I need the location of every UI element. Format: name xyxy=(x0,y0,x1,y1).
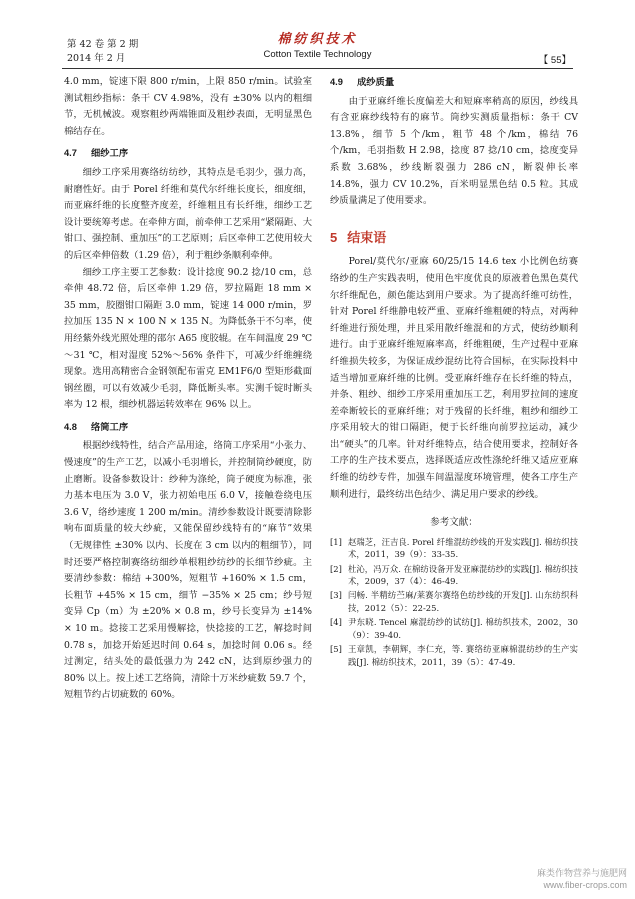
watermark-line-2: www.fiber-crops.com xyxy=(543,880,627,890)
reference-item xyxy=(330,616,578,641)
section-title: 成纱质量 xyxy=(356,77,395,88)
reference-text: 闫畅. 半精纺苎麻/莱赛尔赛络色纺纱线的开发[J]. 山东纺织科技，2012（5）：22-25. xyxy=(348,590,578,613)
paragraph-winding: 根据纱线特性，结合产品用途，络筒工序采用“小张力、慢速度”的生产工艺，以减小毛羽增长，并控制筒纱硬度，防止磨断。设备参数设计：纱种为涤纶，筒子硬度为标准，张力基本电压为 3.0 V，张力初始电压 6.0 V，接触卷绕电压 3.6 V，络纱速度 1 200 m/min。清纱参数设计既要清除影响布面质量的较大纱疵，又能保留纱线特有的“麻节”效果（无规律性 ±30% 以内、长度在 3 cm 以内的粗细节），同时还要严格控制赛络纺细纱单根粗纱纺纱的长细节纱疵。主要清纱参数：棉结 +300%，短粗节 +160% × 1.5 cm，长粗节 +45% × 15 cm，细节 −35% × 25 cm；纱号短变异 Cp（m）为 ±20% × 0.8 m，纱号长变异为 ±14% × 10 m。捻接工艺采用慢解捻，快捻接的工艺，解捻时间 0.78 s，加捻开始延迟时间 0.64 s，加捻时间 0.06 s。经过测定，结头处的最低强力为 242 cN，达到原纱强力的 80% 以上。按上述工艺络筒，清除十万米纱疵数 59.7 个，短粗节约占切疵数的 60%。 xyxy=(64,440,312,701)
reference-list xyxy=(330,536,578,668)
section-title: 络筒工序 xyxy=(90,421,129,433)
section-heading-4-8 xyxy=(64,419,312,437)
reference-number: [1] xyxy=(330,536,342,547)
section-number: 4.9 xyxy=(330,77,343,87)
left-column xyxy=(64,74,312,704)
reference-item xyxy=(330,643,578,668)
volume-line: 第 42 卷 第 2 期 xyxy=(67,39,139,50)
section-heading-4-7 xyxy=(64,145,312,163)
paragraph-conclusion: Porel/莫代尔/亚麻 60/25/15 14.6 tex 小比例色纺赛络纱的生产实践表明，使用色牢度优良的原液着色黑色莫代尔纤维配色，颜色能达到用户要求。为了提高纤维可纺性，针对 Porel 纤维静电较严重、亚麻纤维粗硬的特点，对两种纤维进行预处理，并且采用散纤维混和的方式，使纺纱顺利进行。由于亚麻纤维短麻率高，纤维粗硬，生产过程中亚麻纤维损失较多，为保证成纱混纺比符合国标，在实际投料中适当增加亚麻纤维的比例。受亚麻纤维存在长纤维的特点，并条、粗纱、细纱工序采用重加压工艺，利用罗拉间的速度差牵断较长的亚麻纤维；对于残留的长纤维，粗纱和细纱工序采用较大的钳口隔距，便于长纤维向前罗拉运动，减少出“硬头”的几率。针对纤维特点，结合使用要求，控制好各工序的生产技术要点，选择既适应改性涤纶纤维又适应亚麻纤维的纺纱专件，加强车间温湿度环境管理，使各工序生产顺利进行，最终纺出色结少、满足用户要求的纱线。 xyxy=(330,256,578,500)
reference-text: 杜沁，冯万众. 在棉纺设备开发亚麻混纺纱的实践[J]. 棉纺织技术，2009，37（4）：46-49. xyxy=(348,563,578,587)
reference-text: 尹东晓. Tencel 麻混纺纱的试纺[J]. 棉纺织技术，2002，30（9）：39-40. xyxy=(348,617,578,640)
watermark-line-1: 麻类作物营养与施肥网 xyxy=(536,868,627,878)
site-watermark xyxy=(537,867,627,891)
section-heading-5 xyxy=(330,230,578,247)
reference-number: [2] xyxy=(330,563,342,574)
references-title: 参考文献： xyxy=(430,517,478,529)
reference-number: [4] xyxy=(330,617,342,628)
issue-info xyxy=(67,38,138,66)
page-number: 【 55】 xyxy=(538,55,571,66)
reference-number: [5] xyxy=(330,644,342,655)
paragraph-spinning-2: 细纱工序主要工艺参数：设计捻度 90.2 捻/10 cm，总牵伸 48.72 倍，后区牵伸 1.29 倍，罗拉隔距 18 mm × 35 mm，胶圈钳口隔距 3.0 mm，锭速 14 000 r/min，罗拉加压 135 N × 100 N × 135 N。为降低条干不匀率，使用经紫外线光照处理的邵尔 A65 度胶辊。在车间温度 29 ℃～31 ℃，相对湿度 52%～56% 条件下，可减少纤维缠绕现象。选用高精密合金钢领配布雷克 EM1F6/0 型矩形截面钢丝圈，可以有效减少毛羽，降低断头率。实测千锭时断头率为 12 根，细纱机器运转效率在 96% 以上。 xyxy=(64,266,312,411)
section-title: 细纱工序 xyxy=(90,148,129,160)
reference-item xyxy=(330,589,578,614)
reference-item xyxy=(330,536,578,561)
paragraph-yarn-quality: 由于亚麻纤维长度偏差大和短麻率稍高的原因，纱线具有含亚麻纱线特有的麻节。筒纱实测质量指标：条干 CV 13.8%，细节 5 个/km，粗节 48 个/km，棉结 76 个/km，毛羽指数 H 2.98，捻度 87 捻/10 cm，捻度变异系数 3.68%，纱线断裂强力 286 cN，断裂伸长率 14.8%，强力 CV 10.2%，百米明显黑色结 0.5 粒。其成纱质量满足了使用要求。 xyxy=(330,95,578,207)
date-line: 2014 年 2 月 xyxy=(67,53,126,64)
section-title: 结束语 xyxy=(347,229,387,245)
journal-masthead xyxy=(200,32,435,62)
right-column xyxy=(330,74,578,670)
journal-title-cn: 棉纺织技术 xyxy=(277,32,358,47)
section-number: 5 xyxy=(330,229,338,245)
journal-title-en: Cotton Textile Technology xyxy=(263,49,372,60)
paragraph-roving-continued: 4.0 mm，锭速下限 800 r/min，上限 850 r/min。试验室测试粗纱指标：条干 CV 4.98%，没有 ±30% 以内的粗细节，无机械波。观察粗纱两端锥面及粗纱表面，无明显黑色棉结存在。 xyxy=(64,76,312,137)
reference-text: 赵瑞芝，汪吉良. Porel 纤维混纺纱线的开发实践[J]. 棉纺织技术，2011，39（9）：33-35. xyxy=(348,536,578,560)
header-rule xyxy=(62,68,573,69)
reference-number: [3] xyxy=(330,590,342,601)
section-number: 4.7 xyxy=(64,148,77,159)
section-number: 4.8 xyxy=(64,421,77,432)
paragraph-spinning-1: 细纱工序采用赛络纺纺纱，其特点是毛羽少，强力高，耐磨性好。由于 Porel 纤维和莫代尔纤维长度长，细度细，而亚麻纤维的长度整齐度差，纤维粗且有长纤维，细纱工艺设计要统筹考虑。在牵伸方面，前牵伸工艺采用“紧隔距、大钳口、强控制、重加压”的工艺原则；后区牵伸工艺使用较大的后区牵伸倍数（1.29 倍），利于粗纱条顺利牵伸。 xyxy=(64,166,312,261)
section-heading-4-9 xyxy=(330,74,578,92)
reference-text: 王章凯，李朝辉，李仁充，等. 赛络纺亚麻棉混纺纱的生产实践[J]. 棉纺织技术，2011，39（5）：47-49. xyxy=(348,644,578,667)
reference-item xyxy=(330,563,578,588)
